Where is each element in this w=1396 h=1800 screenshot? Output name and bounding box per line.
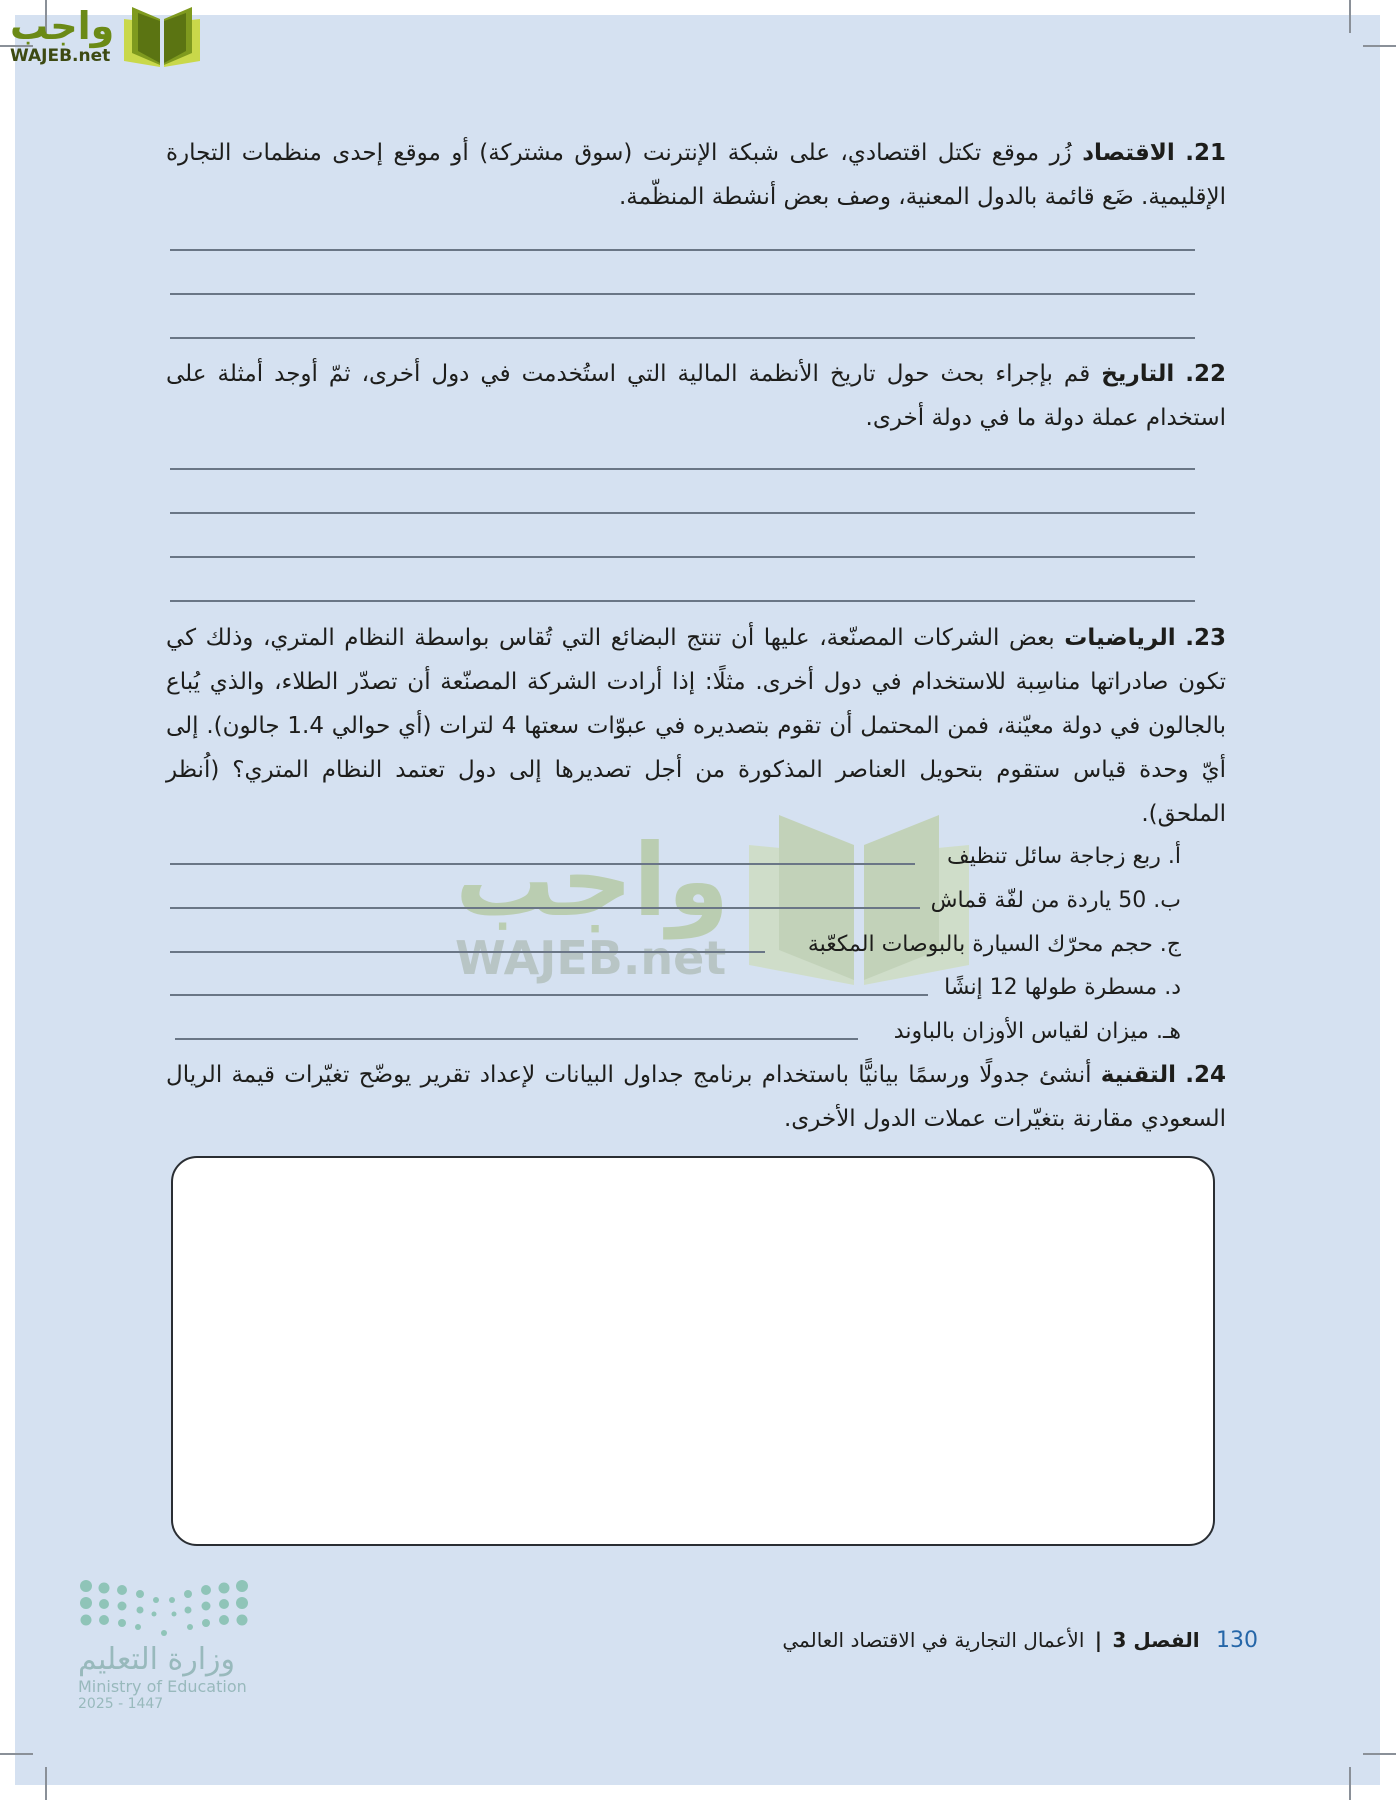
question-23 (166, 616, 1226, 836)
question-number: 21. (1185, 140, 1227, 166)
question-21 (166, 131, 1226, 219)
ministry-year: 2025 - 1447 (78, 1696, 164, 1712)
question-subject: الرياضيات (1064, 625, 1176, 651)
question-number: 24. (1185, 1062, 1227, 1088)
sub-item-c: ج. حجم محرّك السيارة بالبوصات المكعّبة (807, 932, 1181, 957)
page-number: 130 (1216, 1628, 1258, 1653)
crop-mark (1363, 45, 1396, 47)
question-text: أنشئ جدولًا ورسمًا بيانيًّا باستخدام برنامج جداول البيانات لإعداد تقرير يوضّح تغيّرات قيمة الريال السعودي مقارنة بتغيّرات عملات الدول الأخرى. (166, 1062, 1226, 1132)
question-subject: الاقتصاد (1082, 140, 1175, 166)
answer-line[interactable] (170, 556, 1195, 558)
crop-mark (1363, 1753, 1396, 1755)
answer-line[interactable] (170, 863, 915, 865)
page-footer (782, 1628, 1258, 1653)
question-number: 22. (1185, 361, 1227, 387)
ministry-logo (78, 1578, 258, 1712)
sub-item-a: أ. ربع زجاجة سائل تنظيف (947, 844, 1181, 869)
answer-line[interactable] (175, 1038, 858, 1040)
answer-line[interactable] (170, 337, 1195, 339)
ministry-dots-icon (78, 1578, 250, 1638)
sub-item-e: هـ. ميزان لقياس الأوزان بالباوند (893, 1019, 1181, 1044)
ministry-name-arabic: وزارة التعليم (78, 1642, 236, 1677)
crop-mark (1349, 0, 1351, 33)
watermark-english: WAJEB.net (455, 931, 727, 985)
question-22 (166, 352, 1226, 440)
sub-item-b: ب. 50 ياردة من لفّة قماش (930, 888, 1181, 913)
answer-line[interactable] (170, 907, 920, 909)
answer-line[interactable] (170, 468, 1195, 470)
question-number: 23. (1185, 625, 1227, 651)
crop-mark (1349, 1767, 1351, 1800)
answer-line[interactable] (170, 512, 1195, 514)
wajeb-logo (10, 5, 202, 67)
chapter-label: الفصل 3 (1112, 1628, 1200, 1652)
watermark-arabic: واجب (455, 822, 730, 939)
answer-line[interactable] (170, 994, 928, 996)
crop-mark (0, 1753, 33, 1755)
question-subject: التاريخ (1101, 361, 1175, 387)
answer-line[interactable] (170, 249, 1195, 251)
open-book-icon (122, 5, 202, 67)
question-text: زُر موقع تكتل اقتصادي، على شبكة الإنترنت (سوق مشتركة) أو موقع إحدى منظمات التجارة الإقليمية. ضَع قائمة بالدول المعنية، وصف بعض أنشطة المنظّمة. (166, 140, 1226, 210)
answer-line[interactable] (170, 951, 765, 953)
answer-line[interactable] (170, 293, 1195, 295)
crop-mark (45, 1767, 47, 1800)
footer-separator: | (1094, 1628, 1103, 1652)
question-text: قم بإجراء بحث حول تاريخ الأنظمة المالية التي استُخدمت في دول أخرى، ثمّ أوجد أمثلة على استخدام عملة دولة ما في دولة أخرى. (166, 361, 1226, 431)
answer-box[interactable] (171, 1156, 1215, 1546)
question-subject: التقنية (1100, 1062, 1176, 1088)
answer-line[interactable] (170, 600, 1195, 602)
question-text: بعض الشركات المصنّعة، عليها أن تنتج البضائع التي تُقاس بواسطة النظام المتري، وذلك كي تكون صادراتها مناسِبة للاستخدام في دول أخرى. مثلًا: إذا أرادت الشركة المصنّعة أن تصدّر الطلاء، والذي يُباع بالجالون في دولة معيّنة، فمن المحتمل أن تقوم بتصديره في عبوّات سعتها 4 لترات (أي حوالي 1.4 جالون). إلى أيّ وحدة قياس ستقوم بتحويل العناصر المذكورة من أجل تصديرها إلى دول تعتمد النظام المتري؟ (اُنظر الملحق). (166, 625, 1226, 827)
sub-item-d: د. مسطرة طولها 12 إنشًا (944, 975, 1181, 1000)
logo-english: WAJEB.net (10, 46, 111, 66)
chapter-title: الأعمال التجارية في الاقتصاد العالمي (782, 1628, 1085, 1652)
question-24 (166, 1053, 1226, 1141)
ministry-name-english: Ministry of Education (78, 1677, 247, 1696)
logo-arabic: واجب (10, 4, 115, 48)
